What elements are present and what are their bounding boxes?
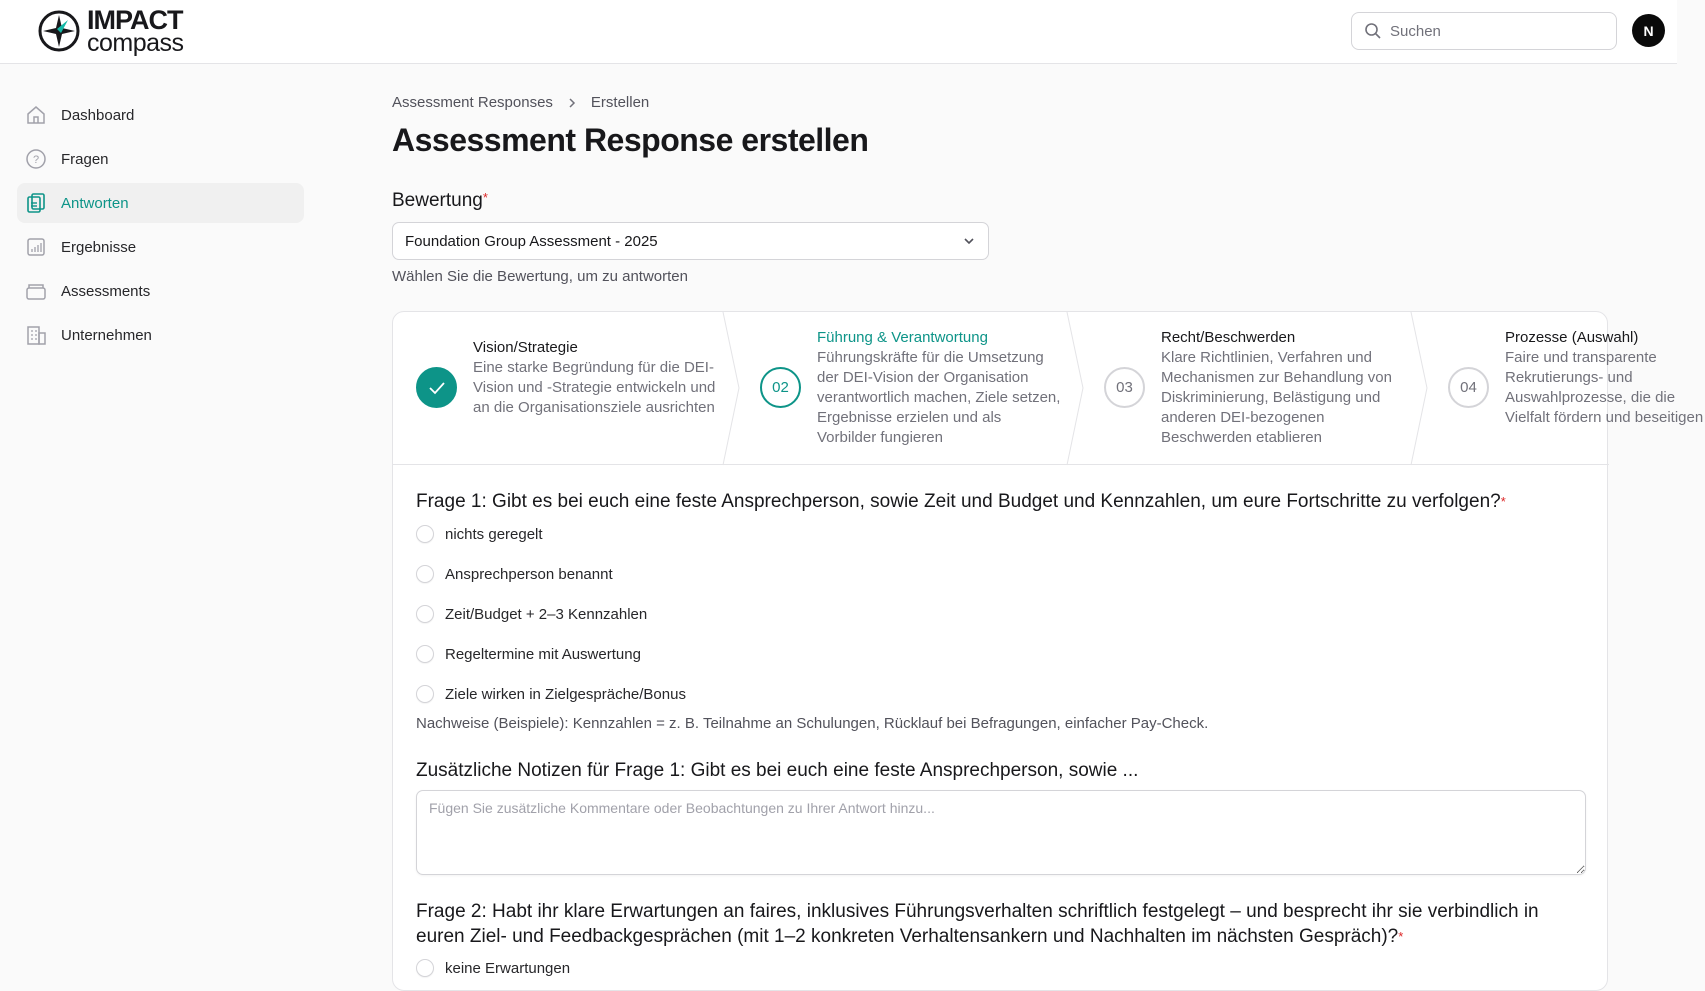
step-desc: Führungskräfte für die Umsetzung der DEI-Vision der Organisation verantwortlich machen, Ziele setzen, Ergebnisse erzielen und als Vorbilder fungieren (817, 349, 1061, 446)
search-icon (1364, 22, 1382, 40)
radio-button[interactable] (416, 645, 434, 663)
selected-value: Foundation Group Assessment - 2025 (405, 232, 658, 250)
top-bar (0, 0, 1677, 64)
required-mark: * (1398, 929, 1404, 944)
search-box[interactable] (1351, 12, 1617, 50)
sidebar-item-dashboard[interactable] (17, 95, 304, 135)
radio-option[interactable] (416, 959, 570, 977)
question-text: Frage 1: Gibt es bei euch eine feste Ansprechperson, sowie Zeit und Budget und Kennzahlen, um eure Fortschritte zu verfolgen? (416, 491, 1501, 512)
logo-line2: compass (87, 29, 184, 58)
question-1 (416, 489, 1591, 514)
sidebar-item-label: Fragen (61, 150, 109, 168)
compass-logo-icon (37, 9, 81, 53)
building-icon (25, 324, 47, 346)
chevron-right-icon (567, 97, 577, 109)
step-title: Prozesse (Auswahl) (1505, 329, 1639, 346)
step-desc: Eine starke Begründung für die DEI-Vision und -Strategie entwickeln und an die Organisationsziele ausrichten (473, 359, 716, 416)
sidebar-item-label: Unternehmen (61, 326, 152, 344)
bewertung-label (392, 190, 488, 212)
check-icon (416, 367, 457, 408)
sidebar-item-label: Assessments (61, 282, 151, 300)
question-text: Frage 2: Habt ihr klare Erwartungen an faires, inklusives Führungsverhalten schriftlich festgelegt – und besprecht ihr sie verbindlich in euren Ziel- und Feedbackgesprächen (mit 1–2 konkreten Verhaltensankern und Nachhalten im nächsten Gespräch)? (416, 901, 1539, 947)
step-number: 02 (760, 367, 801, 408)
page-title: Assessment Response erstellen (392, 122, 869, 158)
sidebar-item-label: Antworten (61, 194, 129, 212)
step-text (1505, 328, 1705, 428)
sidebar-item-label: Dashboard (61, 106, 135, 124)
sidebar-item-unternehmen[interactable] (17, 315, 304, 355)
step-number: 04 (1448, 367, 1489, 408)
breadcrumb-parent-link[interactable]: Assessment Responses (392, 94, 553, 111)
radio-button[interactable] (416, 959, 434, 977)
logo[interactable] (37, 5, 184, 58)
sidebar-item-label: Ergebnisse (61, 238, 137, 256)
step-text (1161, 328, 1406, 448)
step-separator (721, 312, 741, 465)
step-title: Führung & Verantwortung (817, 329, 988, 346)
step-text (473, 338, 718, 418)
option-label: keine Erwartungen (445, 959, 571, 977)
sidebar-item-fragen[interactable] (17, 139, 304, 179)
breadcrumb-current: Erstellen (590, 94, 650, 111)
step-desc: Faire und transparente Rekrutierungs- und Auswahlprozesse, die die Vielfalt fördern und beseitigen (1505, 349, 1704, 426)
step-separator (1409, 312, 1429, 465)
option-label: Ziele wirken in Zielgespräche/Bonus (445, 685, 686, 703)
svg-text:?: ? (32, 154, 40, 166)
radio-button[interactable] (416, 525, 434, 543)
step-text (817, 328, 1062, 448)
option-label: Ansprechperson benannt (445, 565, 613, 583)
step-title: Recht/Beschwerden (1161, 329, 1296, 346)
home-icon (25, 104, 47, 126)
sidebar-item-assessments[interactable] (17, 271, 304, 311)
option-label: Zeit/Budget + 2–3 Kennzahlen (445, 605, 648, 623)
notes-textarea[interactable] (416, 790, 1586, 875)
radio-option[interactable] (416, 565, 613, 583)
step-title: Vision/Strategie (473, 339, 578, 356)
question-2 (416, 899, 1591, 949)
breadcrumb (392, 94, 649, 111)
sidebar-item-ergebnisse[interactable] (17, 227, 304, 267)
radio-option[interactable] (416, 525, 543, 543)
field-label: Bewertung (392, 190, 483, 211)
step-desc: Klare Richtlinien, Verfahren und Mechanismen zur Behandlung von Diskriminierung, Belästigung und anderen DEI-bezogenen Beschwerden etablieren (1161, 349, 1392, 446)
radio-button[interactable] (416, 685, 434, 703)
bar-chart-icon (25, 236, 47, 258)
bewertung-select[interactable] (392, 222, 989, 260)
help-circle-icon (25, 148, 47, 170)
user-avatar[interactable]: N (1632, 14, 1665, 47)
radio-option[interactable] (416, 645, 641, 663)
step-separator (1065, 312, 1085, 465)
radio-option[interactable] (416, 605, 647, 623)
radio-button[interactable] (416, 605, 434, 623)
option-label: nichts geregelt (445, 525, 543, 543)
notes-label: Zusätzliche Notizen für Frage 1: Gibt es bei euch eine feste Ansprechperson, sowie ... (416, 760, 1139, 781)
radio-button[interactable] (416, 565, 434, 583)
logo-line1: IMPACT (87, 5, 183, 35)
radio-option[interactable] (416, 685, 686, 703)
required-mark: * (1500, 494, 1506, 509)
sidebar-item-antworten[interactable] (17, 183, 304, 223)
search-input[interactable] (1390, 23, 1590, 40)
archive-icon (25, 280, 47, 302)
stepper (393, 312, 1704, 465)
required-mark: * (482, 190, 488, 205)
assessment-card (392, 311, 1704, 991)
step-number: 03 (1104, 367, 1145, 408)
field-hint: Wählen Sie die Bewertung, um zu antworten (392, 268, 688, 285)
chevron-down-icon (962, 234, 976, 248)
clipboard-icon (25, 192, 47, 214)
question-note: Nachweise (Beispiele): Kennzahlen = z. B. Teilnahme an Schulungen, Rücklauf bei Befragungen, einfacher Pay-Check. (416, 715, 1209, 732)
option-label: Regeltermine mit Auswertung (445, 645, 641, 663)
